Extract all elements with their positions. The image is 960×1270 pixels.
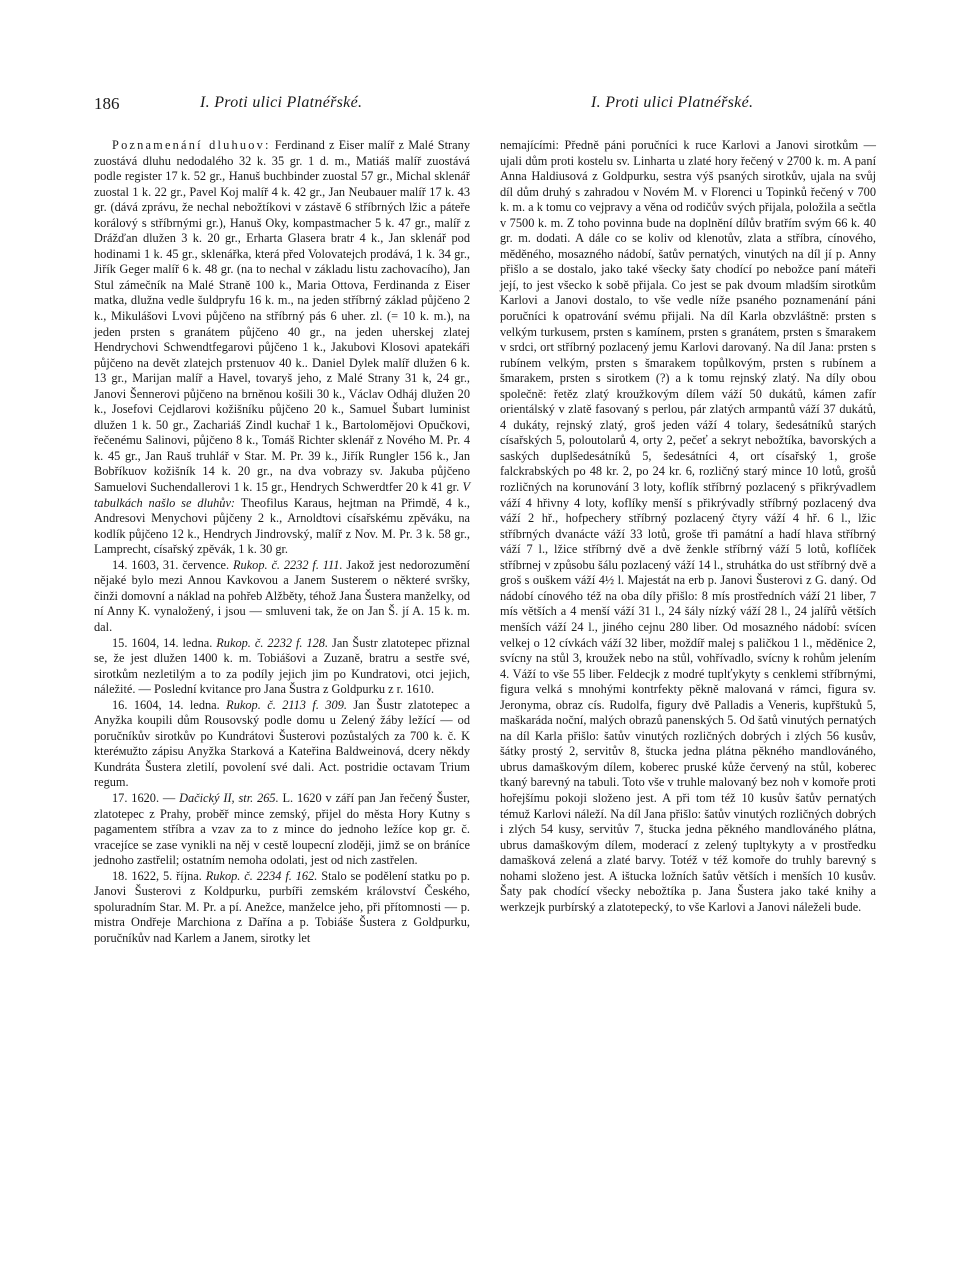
entry-14-source: Rukop. č. 2232 f. 111. <box>232 557 343 572</box>
entry-16-source: Rukop. č. 2113 f. 309. <box>226 697 347 712</box>
debts-text-b: Theofilus Karaus, hejtman na Přimdě, 4 k., Andresovi Menychovi půjčeny 2 k., Arnoldtovi císařskému zpěváku, na kodlík půjčeno 12 k., Hendrych Jindrovský, malíř z Nov. M. Pr. 3 k. 58 gr., Lamprecht, císařský zpěvák, 1 k. 30 gr. <box>94 495 471 557</box>
entry-18-source: Rukop. č. 2234 f. 162. <box>205 868 318 883</box>
entry-16-date: 16. 1604, 14. ledna. <box>112 697 227 712</box>
entry-17-text: L. 1620 v září pan Jan řečený Šuster, zlatotepec z Prahy, proběř mince zemský, přijel do města Hory Kutny s pagamentem stříbra a vzav za to z mince do jednoho ležíce kop gr. č. vracejíce se zase vynikli na něj v cestě loupecní zloději, jimž se on bráníce jednoho zastřelil; ostatním nemoha odolati, jest od nich zastřelen. <box>94 790 470 868</box>
entry-17-date: 17. 1620. — <box>112 790 180 805</box>
paragraph-18 <box>94 869 470 947</box>
paragraph-15 <box>94 636 470 698</box>
debts-tables-heading: V tabulkách našlo se dluhův: <box>94 480 470 510</box>
entry-14-date: 14. 1603, 31. července. <box>112 557 233 572</box>
entry-15-date: 15. 1604, 14. ledna. <box>112 635 217 650</box>
entry-18-date: 18. 1622, 5. října. <box>112 868 206 883</box>
paragraph-debts <box>94 138 470 558</box>
entry-14-text: Jakož jest nedorozumění nějaké bylo mezi Annou Kavkovou a Janem Susterem o některé svršky, činži domovní a náklad na pohřeb Alžběty, téhož Jana Šustera manželky, od ní Anny K. vynaložený, i jsou — smluveni tak, že on Jan Š. jí A. 15 k. m. dal. <box>94 557 470 634</box>
entry-17-source: Dačický II, str. 265. <box>179 790 279 805</box>
page-number: 186 <box>94 94 120 113</box>
page-header <box>94 94 874 118</box>
left-column <box>94 138 470 946</box>
entry-15-source: Rukop. č. 2232 f. 128. <box>216 635 329 650</box>
paragraph-estate-division: nemajícími: Předně páni poručníci k ruce Karlovi a Janovi sirotkům — ujali dům proti kostelu sv. Linharta u zlaté hory řečený v 2700 k. m. A paní Anna Haldiusová z Goldpurku, sestra výš psaných sirotkův, ujala na svůj díl dům druhý s zahradou v Novém M. v Florenci u Topinků řečený v 700 k. m. a k tomu co vejpravy a věna od rodičův svých přijala, položila a sečtla v 7500 k. m. Z toho povinna bude na doplnění dílův bratřím svým 66 k. 40 gr. m. dodati. A dále co se koliv od klenotův, zlata a stříbra, cínového, měděného, mosazného nádobí, šatův pernatých, vinutých na díl jí p. Anny přišlo a se dostalo, jako také všecky šaty chodící po nebožce paní máteři její, to jest všecko k sobě přijala. Co jest se pak dvoum mladším sirotkům Karlovi a Janovi dostalo, to vše vedle níže psaného poznamenání páni poručníci k opatrování svému přijali. Na díl Karla obzvláštně: prsten s velkým turkusem, prsten s kamínem, prsten s granátem, prsten s šmarakem v srdci, ort stříbrný pozlacený jemu Karlovi darovaný. Na díl Jana: prsten s rubínem velkým, prsten s šmarakem topůlkovým, prsten s rubínem a šmarakem, prsten s sirotkem (?) a k tomu rejnský zlatý. Na díly obou společně: řetěz zlatý kroužkovým dílem váží 50 dukátů, kámen zafír orientálský v zlatě fasovaný s perlou, pár zlatých armpantů váží 37 dukátů, 4 dukáty, rejnský zlatý, groš jeden váží 4 tolary, šedesátníků starých císařských 5, poloutolarů 4, orty 2, pečeť a sekryt nebožtíka, bavorských a saských duplšedesátníků 5, šedesátníci 4, ort císařský 1, groše falckrabských po 48 kr. 2, po 24 kr. 6, rozličný starý mince 10 lotů, grošů rozličných na korunování 3 loty, koflík stříbrný pozlacený s přikrývadlem váží 4 hřivny 4 loty, koflíky menší s přikrývadly stříbrný pozlacený dva váží 2 hř., hofpechery stříbrný pozlacený čtyry váží 4 hř. 6 l., lžic stříbrných dvanácte váží 33 lotů, groše tři památní a hadí hlava stříbrný váží 7 l., lžice stříbrný dvě a dvě ženkle stříbrný váží 5 lotů, koflíček stříbrnej v způsobu šálu pozlacený váží 14 l., struhátka do ust stříbrný dvě a groš s ouškem váží 4½ l. Majestát na erb p. Janovi Šusterovi z G. daný. Od nádobí cínového též na oba díly přišlo: 8 mís prostředních váží 21 liber, 7 mís větších a 4 menší váží 31 l., 24 šály nízký váží 28 l., 24 jalířů větších menších váží 24 l., jiného cejnu 280 liber. Od mosazného nádobí: svícen velkej o 12 cívkách váží 32 liber, moždíř malej s paličkou 1 l., měděnice 2, svícny na stůl 3, kroužek nebo na stůl, vohřívadlo, svícny k rohům jelením 4. Váží to vše 55 liber. Feldecjk z modré tuplťykyty s cenklemi stříbrnými, figura velká s mnohými kontrfekty pěkně malovaná v rámci, figura sv. Jeronyma, obraz cís. Rudolfa, figury dvě Palladis a Veneris, kupřštuků 5, maškaráda noční, malých obrazů panenských 5. Od šatů vinutých pernatých na díl Karla přišlo: šatův vinutých rozličných dobrých i zlých 56 kusův, šátky prostý 2, servitův 8, štucka jedna plátna pěkného mandlováného, ubrus damaškovým dílem, koberec pruské kůže červený na stůl, koberec tkaný barevný na tabuli. Toto vše v truhle malovaný bez noh v komoře proti hořejšímu pokoji složeno jest. A při tom též 10 kusův šatův pernatých témuž Karlovi náleží. Na díl Jana přišlo: šatův vinutých rozličných dobrých i zlých 54 kusy, servitův 7, štucka jedna pěkného mandlováného plátna, ubrus damaškovým dílem, moderací z zelený tupltykyty a v prostředku damašková zelená a zlaté barvy. Totéž v též komoře do truhly barevný s nohami složeno jest. A ištucka ložních šatův větších i menších 10 kusův. Šaty pak chodící všecky nebožtíka p. Jana Šustera jako také knihy a werkzejk purbírský a zlatotepecký, to vše Karlovi a Janovi náleželi bude. <box>500 138 876 914</box>
paragraph-14 <box>94 558 470 636</box>
running-head-right: I. Proti ulici Platnéřské. <box>591 94 754 111</box>
debts-text-a: Ferdinand z Eiser malíř z Malé Strany zuostává dluhu nedodalého 32 k. 35 gr. 1 d. m., Matiáš malíř zuostává podle register 17 k. 52 gr., Hanuš buchbinder zuostal 57 gr., Michal sklenář zuostal 1 k. 22 gr., Pavel Koj malíř 4 k. 42 gr., Jan Neubauer malíř 17 k. 43 gr. (dává zprávu, že nechal nebožtíkovi v zástavě 6 stříbrných lžic a páteře korálový s stříbrnými gr.), Hanuš Oky, kompastmacher 5 k. 47 gr., malíř z Drážďan dlužen 3 k. 20 gr., Erharta Glasera bratr 4 k., Jan sklenář pod hodinami 1 k. 45 gr., sklenářka, která před Volovatejch prodává, 1 k. 34 gr., Jiřík Geger malíř 6 k. 48 gr. (na to nechal v základu listu zachovacího), Jan Stul zámečník na Malé Straně 100 k., Maria Ottova, Ferdinanda z Eiser matka, dlužna vedle šuldpryfu 16 k. m., na jeden stříbrný základ půjčeno 2 k., Mikulášovi Lvovi půjčeno na stříbrný pás 6 uher. zl. (= 10 k. m.), na jeden prsten s granátem půjčeno 40 gr., na jeden uherskej zlatej Hendrychovi Schwendtfegarovi půjčeno 1 k., Jakubovi Klosovi apatekáři půjčeno na devět zlatejch prstenuov 40 k.. Daniel Dylek malíř dlužen 6 k. 13 gr., Marijan malíř a Havel, tovaryš jeho, z Malé Strany 31 k, 24 gr., Janovi Šennerovi půjčeno na brněnou košili 30 k., Václav Odháj dlužen 20 k., Josefovi Cejdlarovi kožišníku půjčeno 20 k., Samuel Šubart luminist dlužen 1 k. 50 gr., Zachariáš Zindl kuchař 1 k., Bartolomějovi Opučkovi, řečenému Salinovi, půjčeno 8 k., Tomáš Richter sklenář z Nového M. Pr. 4 k. 45 gr., Jan Rauš truhlář v Star. M. Pr. 39 k., Jiřík Rungler 156 k., Jan Bobříkuov kožišník 14 k. 20 gr., na dva vobrazy sv. Jakuba půjčeno Samuelovi Suchendallerovi 1 k. 15 gr., Hendrych Schwerdtfer 20 k 41 gr. <box>94 138 470 495</box>
right-column <box>500 138 876 915</box>
entry-16-text: Jan Šustr zlatotepec a Anyžka koupili dům Rousovský podle domu u Zelený žáby ležící — od poručníkův sirotkův po Kundrátovi Šusterovi pozůstalých za 700 k. č. K kteréмužto zápisu Anyžka Starková a Kateřina Baldweinová, dcery někdy Kundráta Šustera zletilí, povolení své dali. Act. postridie octavam Trium regum. <box>94 697 471 790</box>
debts-heading: Poznamenání dluhuov: <box>112 138 271 152</box>
running-head-left: I. Proti ulici Platnéřské. <box>200 94 363 111</box>
paragraph-16 <box>94 698 470 791</box>
entry-15-text: Jan Šustr zlatotepec přiznal se, že jest dlužen 1400 k. m. Tobiášovi a Zuzaně, bratru a sestře své, sirotkům nezletilým a to za podíly jejich jim po Kundratovi, otci jejich, náležité. — Poslední kvitance pro Jana Šustra z Goldpurku z r. 1610. <box>94 635 470 697</box>
paragraph-17 <box>94 791 470 869</box>
entry-18-text: Stalo se podělení statku po p. Janovi Šusterovi z Koldpurku, purbíři zemském království Českého, spoluradním Star. M. Pr. a pí. Anežce, manželce jeho, při přítomnosti — p. mistra Ondřeje Marchiona z Dařína a p. Tobiáše Šustera z Goldpurku, poručníkův nad Karlem a Janem, sirotky let <box>94 868 470 945</box>
